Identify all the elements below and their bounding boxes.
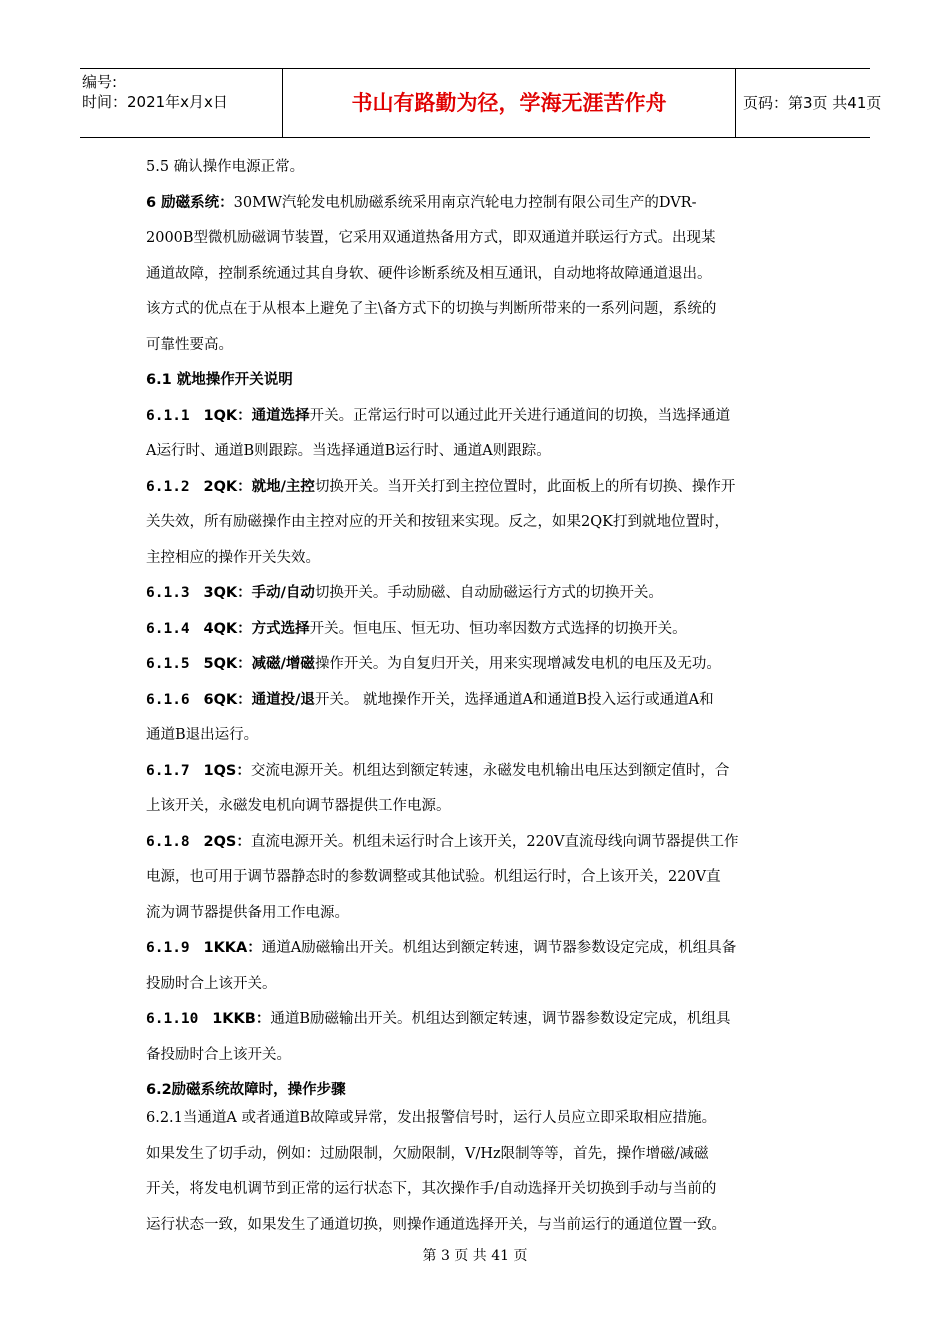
item-6-1-3: 6.1.3 3QK：手动/自动切换开关。手动励磁、自动励磁运行方式的切换开关。 bbox=[146, 585, 663, 601]
item-6-1-1: 6.1.1 1QK：通道选择开关。正常运行时可以通过此开关进行通道间的切换，当选择通道 A运行时、通道B则跟踪。当选择通道B运行时、通道A则跟踪。 bbox=[146, 407, 731, 459]
item-6-1-2: 6.1.2 2QK：就地/主控切换开关。当开关打到主控位置时，此面板上的所有切换、操作开 关失效，所有励磁操作由主控对应的开关和按钮来实现。反之，如果2QK打到就地位置时， 主控相应的操作开关失效。 bbox=[146, 478, 736, 566]
item-6-1-10: 6.1.10 1KKB：通道B励磁输出开关。机组达到额定转速，调节器参数设定完成，机组具 备投励时合上该开关。 bbox=[146, 1011, 731, 1063]
section-heading-6-2: 6.2励磁系统故障时，操作步骤 bbox=[146, 1082, 346, 1098]
header-motto: 书山有路勤为径，学海无涯苦作舟 bbox=[282, 69, 736, 137]
item-6-1-5: 6.1.5 5QK：减磁/增磁操作开关。为自复归开关，用来实现增减发电机的电压及无功。 bbox=[146, 656, 721, 672]
item-6-1-4: 6.1.4 4QK：方式选择开关。恒电压、恒无功、恒功率因数方式选择的切换开关。 bbox=[146, 620, 687, 637]
item-6-1-9: 6.1.9 1KKA：通道A励磁输出开关。机组达到额定转速，调节器参数设定完成，机组具备 投励时合上该开关。 bbox=[146, 940, 737, 992]
document-body bbox=[146, 150, 811, 1243]
page-footer: 第 3 页 共 41 页 bbox=[422, 1248, 528, 1264]
item-6-2-1: 6.2.1当通道A 或者通道B故障或异常，发出报警信号时，运行人员应立即采取相应措施。 如果发生了切手动，例如：过励限制，欠励限制，V/Hz限制等等，首先，操作增磁/减磁 开关，将发电机调节到正常的运行状态下，其次操作手/自动选择开关切换到手动与当前的 运行状态一致，如果发生了通道切换，则操作通道选择开关，与当前运行的通道位置一致。 bbox=[146, 1110, 726, 1233]
header-table bbox=[80, 68, 882, 138]
section-heading-6-1: 6.1 就地操作开关说明 bbox=[146, 372, 293, 388]
code-label: 编号: bbox=[82, 73, 118, 91]
paragraph-5-5: 5.5 确认操作电源正常。 bbox=[146, 159, 305, 175]
item-6-1-7: 6.1.7 1QS：交流电源开关。机组达到额定转速，永磁发电机输出电压达到额定值时，合 上该开关，永磁发电机向调节器提供工作电源。 bbox=[146, 762, 730, 814]
item-6-1-6: 6.1.6 6QK：通道投/退开关。 就地操作开关，选择通道A和通道B投入运行或通道A和 通道B退出运行。 bbox=[146, 691, 714, 743]
header-page-label: 页码：第3页 共41页 bbox=[743, 94, 882, 112]
item-6-1-8: 6.1.8 2QS：直流电源开关。机组未运行时合上该开关，220V直流母线向调节器提供工作 电源，也可用于调节器静态时的参数调整或其他试验。机组运行时，合上该开关，220V直 流为调节器提供备用工作电源。 bbox=[146, 833, 739, 921]
header-left-cell bbox=[80, 69, 282, 137]
paragraph-6: 6 励磁系统：30MW汽轮发电机励磁系统采用南京汽轮电力控制有限公司生产的DVR- 2000B型微机励磁调节装置，它采用双通道热备用方式，即双通道并联运行方式。出现某 通道故障，控制系统通过其自身软、硬件诊断系统及相互通讯，自动地将故障通道退出。 该方式的优点在于从根本上避免了主\备方式下的切换与判断所带来的一系列问题，系统的 可靠性要高。 bbox=[146, 194, 717, 353]
section-heading: 6 励磁系统： bbox=[146, 194, 234, 211]
date-label: 时间：2021年x月x日 bbox=[82, 93, 228, 111]
